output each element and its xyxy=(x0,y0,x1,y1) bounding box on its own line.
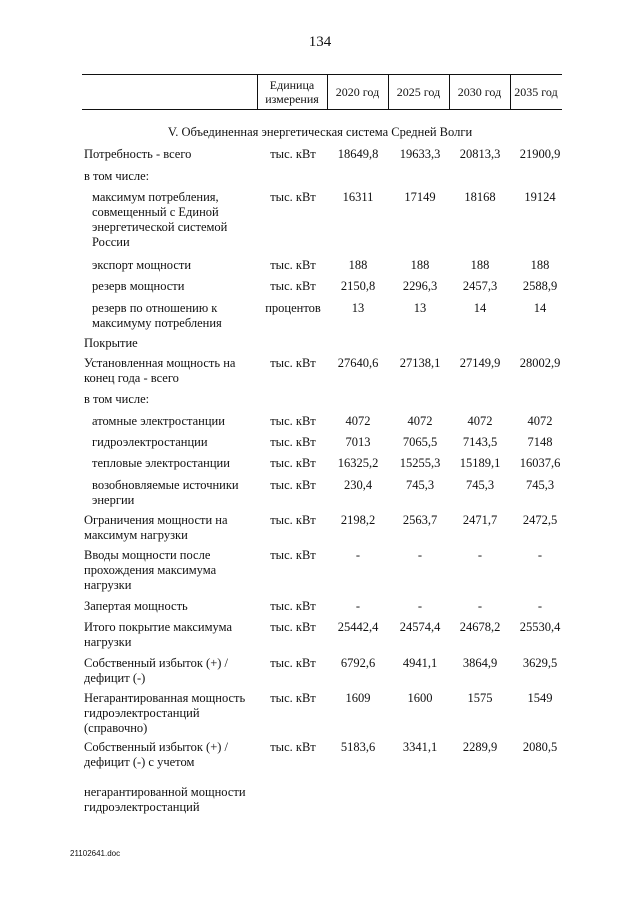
row-value-2025: 13 xyxy=(413,301,427,315)
row-unit: тыс. кВт xyxy=(270,599,316,613)
row-unit: тыс. кВт xyxy=(270,656,316,670)
row-value-2020: - xyxy=(355,548,361,562)
row-label: максимум потребления, совмещенный с Единой энергетической системой России xyxy=(92,190,228,249)
row-value-2030: 188 xyxy=(470,258,490,272)
row-unit: тыс. кВт xyxy=(270,258,316,272)
page-number: 134 xyxy=(308,34,332,50)
row-label: Установленная мощность на конец года - всего xyxy=(84,356,236,385)
row-value-2030: 20813,3 xyxy=(459,147,501,161)
row-label: тепловые электростанции xyxy=(92,456,230,470)
header-unit: Единица измерения xyxy=(265,78,319,106)
row-value-2035: 19124 xyxy=(524,190,556,204)
row-value-2025: 27138,1 xyxy=(399,356,441,370)
header-year-2025: 2025 год xyxy=(396,85,441,99)
row-value-2035: 28002,9 xyxy=(519,356,561,370)
row-value-2020: 16311 xyxy=(342,190,374,204)
row-value-2025: 4941,1 xyxy=(402,656,438,670)
row-value-2030: 3864,9 xyxy=(462,656,498,670)
row-unit: процентов xyxy=(265,301,321,315)
row-unit: тыс. кВт xyxy=(270,456,316,470)
row-value-2035: 3629,5 xyxy=(522,656,558,670)
row-value-2025: 2563,7 xyxy=(402,513,438,527)
row-value-2035: 2588,9 xyxy=(522,279,558,293)
row-label: Итого покрытие максимума нагрузки xyxy=(84,620,232,649)
row-value-2035: 2080,5 xyxy=(522,740,558,754)
row-value-2035: 16037,6 xyxy=(519,456,561,470)
row-value-2030: 7143,5 xyxy=(462,435,498,449)
row-value-2025: 24574,4 xyxy=(399,620,441,634)
row-label: Вводы мощности после прохождения максимума нагрузки xyxy=(84,548,217,592)
row-unit: тыс. кВт xyxy=(270,691,316,705)
row-value-2025: 19633,3 xyxy=(399,147,441,161)
row-value-2030: 18168 xyxy=(464,190,496,204)
row-value-2020: 25442,4 xyxy=(337,620,379,634)
section-title: V. Объединенная энергетическая система Средней Волги xyxy=(167,125,473,139)
row-label: в том числе: xyxy=(84,392,150,406)
row-value-2025: 15255,3 xyxy=(399,456,441,470)
row-value-2020: 13 xyxy=(351,301,365,315)
row-unit: тыс. кВт xyxy=(270,620,316,634)
row-value-2020: 2150,8 xyxy=(340,279,376,293)
row-value-2020: 5183,6 xyxy=(340,740,376,754)
row-value-2030: 745,3 xyxy=(465,478,495,492)
header-year-2020: 2020 год xyxy=(335,85,380,99)
row-value-2030: 27149,9 xyxy=(459,356,501,370)
row-value-2030: 14 xyxy=(473,301,487,315)
header-year-2035: 2035 год xyxy=(514,85,558,99)
row-label: Потребность - всего xyxy=(84,147,192,161)
row-value-2025: 1600 xyxy=(407,691,433,705)
row-value-2025: 17149 xyxy=(404,190,436,204)
row-value-2035: 14 xyxy=(533,301,547,315)
row-label: возобновляемые источники энергии xyxy=(92,478,239,507)
row-value-2035: 1549 xyxy=(527,691,553,705)
row-unit: тыс. кВт xyxy=(270,147,316,161)
row-value-2020: 1609 xyxy=(345,691,371,705)
row-value-2035: 21900,9 xyxy=(519,147,561,161)
header-year-2030: 2030 год xyxy=(457,85,502,99)
row-value-2030: - xyxy=(477,548,483,562)
row-value-2025: 188 xyxy=(410,258,430,272)
row-value-2020: 4072 xyxy=(345,414,371,428)
row-value-2035: 25530,4 xyxy=(519,620,561,634)
row-label: резерв мощности xyxy=(92,279,185,293)
row-value-2035: 188 xyxy=(530,258,550,272)
row-value-2030: - xyxy=(477,599,483,613)
row-value-2020: 188 xyxy=(348,258,368,272)
row-value-2035: 2472,5 xyxy=(522,513,558,527)
row-value-2035: - xyxy=(537,548,543,562)
row-value-2030: 2457,3 xyxy=(462,279,498,293)
row-value-2020: 18649,8 xyxy=(337,147,379,161)
row-unit: тыс. кВт xyxy=(270,190,316,204)
row-unit: тыс. кВт xyxy=(270,279,316,293)
row-value-2025: - xyxy=(417,548,423,562)
row-value-2020: 2198,2 xyxy=(340,513,376,527)
row-value-2030: 4072 xyxy=(467,414,493,428)
row-label: гидроэлектростанции xyxy=(92,435,208,449)
footer-filename: 21102641.doc xyxy=(70,849,121,858)
row-value-2035: 7148 xyxy=(527,435,553,449)
row-unit: тыс. кВт xyxy=(270,513,316,527)
row-unit: тыс. кВт xyxy=(270,740,316,754)
row-value-2030: 15189,1 xyxy=(459,456,501,470)
row-value-2035: 745,3 xyxy=(525,478,555,492)
row-value-2030: 2289,9 xyxy=(462,740,498,754)
row-value-2025: - xyxy=(417,599,423,613)
row-unit: тыс. кВт xyxy=(270,478,316,492)
row-value-2035: - xyxy=(537,599,543,613)
row-unit: тыс. кВт xyxy=(270,548,316,562)
row-value-2030: 2471,7 xyxy=(462,513,498,527)
row-value-2030: 1575 xyxy=(467,691,493,705)
row-value-2020: 7013 xyxy=(345,435,371,449)
row-label: Запертая мощность xyxy=(84,599,188,613)
row-label: Негарантированная мощность гидроэлектростанций (справочно) xyxy=(84,691,246,735)
row-value-2020: 230,4 xyxy=(343,478,373,492)
row-value-2025: 4072 xyxy=(407,414,433,428)
row-label: экспорт мощности xyxy=(92,258,192,272)
row-unit: тыс. кВт xyxy=(270,414,316,428)
row-label: Покрытие xyxy=(84,336,138,350)
row-value-2020: 27640,6 xyxy=(337,356,379,370)
row-label: Собственный избыток (+) / дефицит (-) с учетом негарантированной мощности гидроэлектростанций xyxy=(84,740,246,814)
row-value-2035: 4072 xyxy=(527,414,553,428)
row-value-2025: 3341,1 xyxy=(402,740,438,754)
row-label: атомные электростанции xyxy=(92,414,225,428)
row-label: резерв по отношению к максимуму потребления xyxy=(92,301,222,330)
row-label: Ограничения мощности на максимум нагрузки xyxy=(84,513,228,542)
row-value-2025: 745,3 xyxy=(405,478,435,492)
row-label: Собственный избыток (+) / дефицит (-) xyxy=(84,656,229,685)
row-value-2020: - xyxy=(355,599,361,613)
row-unit: тыс. кВт xyxy=(270,356,316,370)
row-value-2020: 16325,2 xyxy=(337,456,379,470)
row-label: в том числе: xyxy=(84,169,150,183)
row-value-2030: 24678,2 xyxy=(459,620,501,634)
table-header xyxy=(82,74,562,110)
row-value-2025: 7065,5 xyxy=(402,435,438,449)
row-unit: тыс. кВт xyxy=(270,435,316,449)
row-value-2020: 6792,6 xyxy=(340,656,376,670)
row-value-2025: 2296,3 xyxy=(402,279,438,293)
